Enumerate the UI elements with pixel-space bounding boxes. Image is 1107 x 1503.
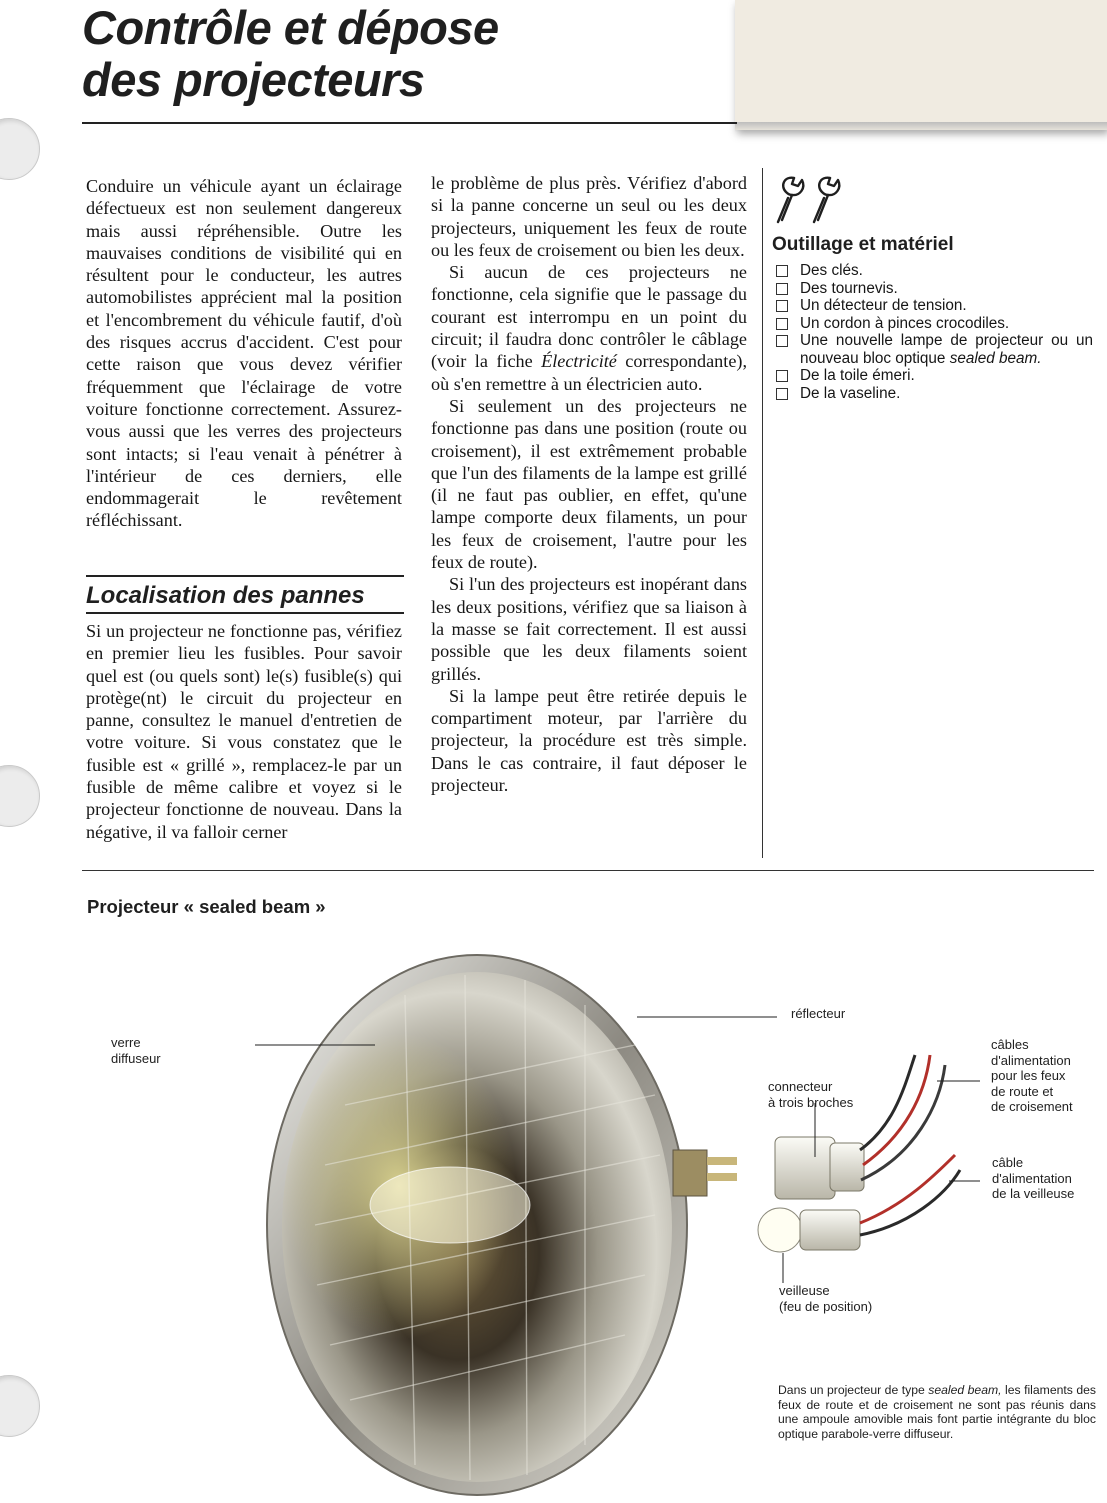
label-line: d'alimentation	[992, 1170, 1072, 1186]
paragraph	[431, 261, 747, 395]
intro-paragraph: Conduire un véhicule ayant un éclairage défectueux est non seulement dangereux mais aussi répréhensible. Outre les mauvaises conditions de visibilité qui en résultent pour le conducteur, les autres automobilistes apprécient mal la position et l'encombrement du véhicule fautif, d'où des risques accrus d'accident. C'est pour cette raison que vous devez vérifier fréquemment que l'éclairage de votre voiture fonctionne correctement. Assurez-vous aussi que les verres des projecteurs sont intacts; si l'eau venait à pénétrer à l'intérieur de ces derniers, elle endommagerait le revêtement réfléchissant.	[86, 176, 402, 531]
tools-item	[775, 280, 1093, 298]
paragraph: Si seulement un des projecteurs ne fonctionne pas dans une position (route ou croisement), il est extrêmement probable que l'un des filaments de la lampe est grillé (il ne faut pas oublier, en effet, qu'une lampe comporte deux filaments, un pour les feux de croisement, l'autre pour les feux de route).	[431, 395, 747, 573]
label-connecteur	[768, 1079, 853, 1110]
section-rule	[86, 575, 404, 577]
section-title: Localisation des pannes	[86, 582, 365, 609]
label-veilleuse	[779, 1283, 872, 1314]
label-line: de croisement	[991, 1099, 1073, 1114]
paragraph-text: correspondante), où s'en remettre à un électricien auto.	[431, 351, 748, 394]
figure-title: Projecteur « sealed beam »	[87, 896, 326, 917]
label-cable-veilleuse	[992, 1155, 1074, 1202]
label-line: d'alimentation	[991, 1052, 1071, 1068]
paragraph: Si l'un des projecteurs est inopérant dans les deux positions, vérifiez que sa liaison à la masse se fait correctement. Il est aussi possible que les deux filaments soient grillés.	[431, 574, 747, 684]
section-paragraph: Si un projecteur ne fonctionne pas, vérifiez en premier lieu les fusibles. Pour savoir quel est (ou quels sont) le(s) fusible(s) qui protège(nt) le circuit du projecteur en panne, consultez le manuel d'entretien de votre voiture. Si vous constatez que le fusible est « grillé », remplacez-le par un fusible de même calibre et voyez si le projecteur fonctionne de nouveau. Dans la négative, il va falloir cerner	[86, 621, 402, 842]
body-column-2	[431, 172, 747, 796]
index-tab-shadow	[735, 122, 1107, 132]
caption-text: Dans un projecteur de type	[778, 1383, 929, 1397]
tools-item	[775, 315, 1093, 333]
page-title	[82, 2, 499, 106]
figure-caption	[778, 1383, 1096, 1441]
tools-item-label: Un détecteur de tension.	[800, 297, 967, 314]
wrench-icon	[772, 174, 862, 226]
checkbox[interactable]	[776, 300, 788, 312]
checkbox[interactable]	[776, 318, 788, 330]
label-line: à trois broches	[768, 1094, 854, 1110]
tools-title: Outillage et matériel	[772, 234, 954, 255]
section-divider	[82, 870, 1094, 871]
tools-item	[775, 262, 1093, 280]
tools-item-label: De la toile émeri.	[800, 367, 915, 384]
label-line: connecteur	[768, 1079, 833, 1094]
paragraph-italic: Électricité	[541, 351, 617, 372]
section-rule	[86, 612, 404, 614]
page-title-line1: Contrôle et dépose	[82, 1, 499, 54]
label-line: pour les feux	[991, 1068, 1066, 1083]
checkbox[interactable]	[776, 335, 788, 347]
caption-italic: sealed beam,	[928, 1383, 1002, 1397]
paragraph: Si la lampe peut être retirée depuis le compartiment moteur, par l'arrière du projecteur, la procédure est très simple. Dans le cas contraire, il faut déposer le projecteur.	[431, 685, 747, 796]
tools-list	[775, 262, 1093, 402]
tools-item-label: Un cordon à pinces crocodiles.	[800, 314, 1010, 332]
tools-item	[775, 385, 1093, 403]
label-line: câble	[992, 1155, 1024, 1170]
label-reflecteur: réflecteur	[791, 1006, 846, 1021]
label-verre-diffuseur	[111, 1035, 161, 1066]
label-line: verre	[111, 1035, 141, 1050]
tools-item-label: De la vaseline.	[800, 384, 901, 402]
tools-item	[775, 297, 1093, 315]
tools-item-label: Une nouvelle lampe de projecteur ou un nouveau bloc optique	[800, 332, 1093, 367]
checkbox[interactable]	[776, 370, 788, 382]
label-line: veilleuse	[779, 1283, 830, 1298]
tools-item-label: Des tournevis.	[800, 279, 898, 297]
label-line: câbles	[991, 1037, 1029, 1052]
punch-hole	[0, 765, 40, 827]
tools-item-label: Des clés.	[800, 262, 863, 279]
title-rule	[82, 122, 737, 124]
intro-column	[86, 175, 402, 532]
paragraph-text: Si aucun de ces projecteurs ne fonctionne, cela signifie que le passage du courant est interrompu en un point du circuit; il faudra donc contrôler le câblage (voir la fiche	[431, 262, 747, 372]
index-tab	[735, 0, 1107, 130]
tools-item	[775, 367, 1093, 385]
column-divider	[762, 168, 763, 858]
checkbox[interactable]	[776, 388, 788, 400]
label-cables	[991, 1037, 1073, 1115]
caption-text: les filaments des feux de route et de croisement ne sont pas réunis dans une ampoule amovible mais font partie intégrante du bloc optique parabole-verre diffuseur.	[778, 1383, 1096, 1441]
punch-hole	[0, 1375, 40, 1437]
label-line: de route et	[991, 1083, 1054, 1099]
tools-item-italic: sealed beam.	[949, 349, 1042, 367]
punch-hole	[0, 118, 40, 180]
label-line: (feu de position)	[779, 1298, 873, 1314]
checkbox[interactable]	[776, 265, 788, 277]
tools-item	[775, 332, 1093, 367]
label-line: diffuseur	[111, 1050, 161, 1066]
label-line: de la veilleuse	[992, 1186, 1075, 1201]
section-column	[86, 620, 402, 843]
paragraph: le problème de plus près. Vérifiez d'abord si la panne concerne un seul ou les deux projecteurs, uniquement les feux de route ou les feux de croisement ou bien les deux.	[431, 173, 747, 260]
checkbox[interactable]	[776, 283, 788, 295]
page-title-line2: des projecteurs	[82, 53, 425, 106]
